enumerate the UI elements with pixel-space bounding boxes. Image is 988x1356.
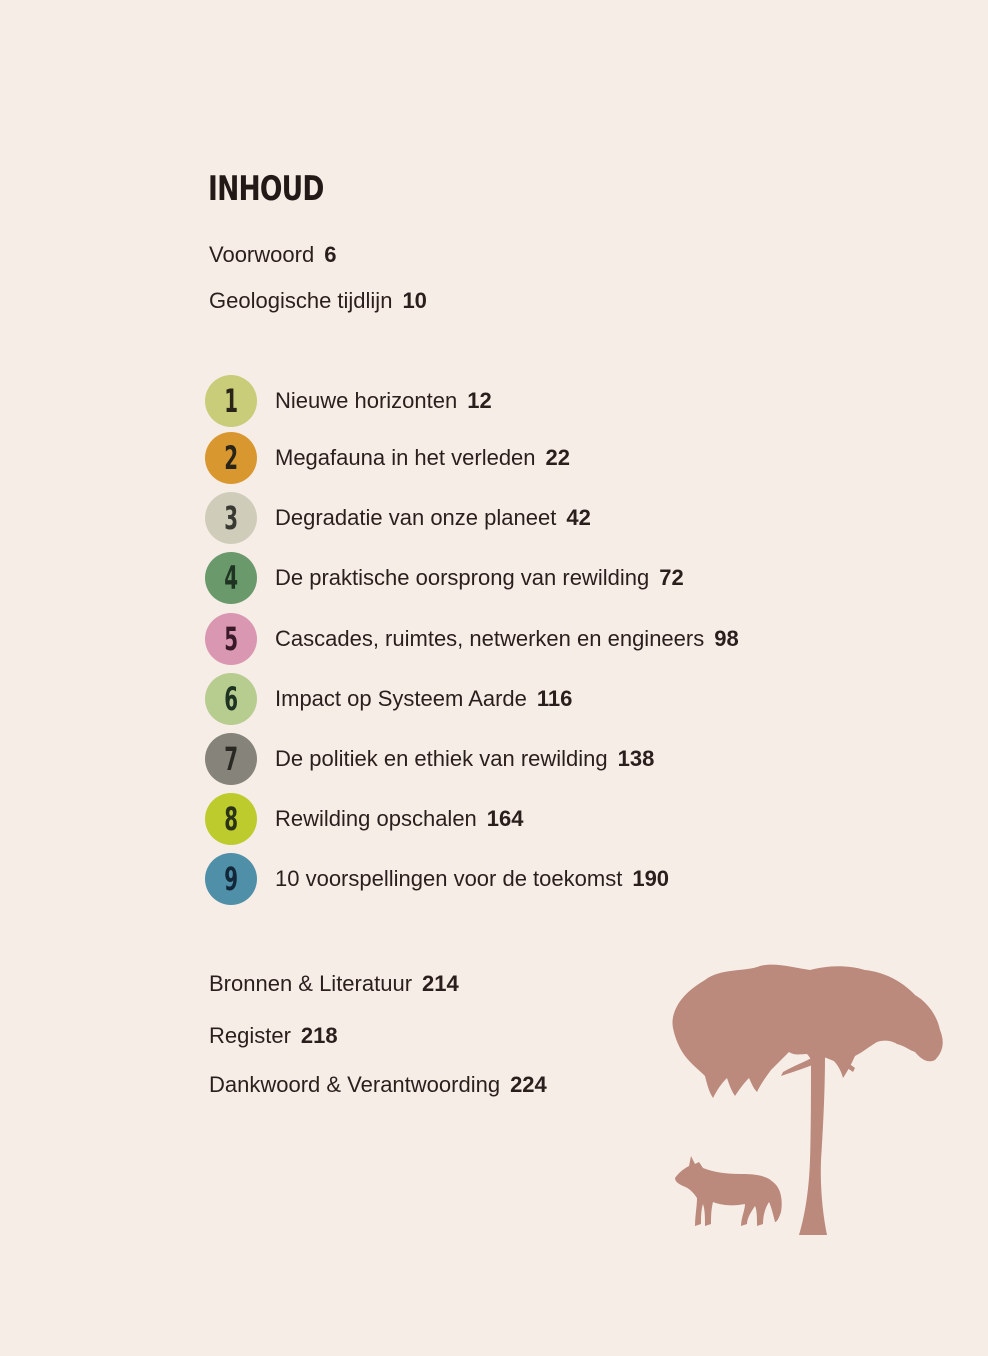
chapter-number-badge [205, 492, 257, 544]
chapter-number: 4 [224, 559, 238, 597]
tree-and-fox-silhouette-icon [665, 960, 955, 1245]
chapter-number-badge [205, 552, 257, 604]
toc-chapter-6[interactable] [205, 673, 572, 725]
chapter-title: Nieuwe horizonten [275, 388, 458, 413]
toc-chapter-2[interactable] [205, 432, 570, 484]
chapter-title: 10 voorspellingen voor de toekomst [275, 866, 623, 891]
chapter-number: 8 [224, 800, 238, 838]
toc-entry-geologische-tijdlijn[interactable] [209, 290, 427, 312]
chapter-title: Degradatie van onze planeet [275, 505, 557, 530]
entry-page-number: 214 [422, 971, 459, 996]
chapter-number: 2 [224, 439, 238, 477]
chapter-number-badge [205, 793, 257, 845]
chapter-page-number: 22 [545, 445, 571, 470]
chapter-page-number: 98 [714, 626, 739, 651]
chapter-number: 3 [224, 499, 238, 537]
toc-chapter-8[interactable] [205, 793, 524, 845]
toc-entry-bronnen-literatuur[interactable] [209, 973, 459, 995]
chapter-title: Megafauna in het verleden [275, 445, 536, 470]
toc-entry-voorwoord[interactable] [209, 244, 336, 266]
entry-page-number: 10 [402, 288, 427, 313]
chapter-number: 9 [224, 860, 238, 898]
chapter-number-badge [205, 673, 257, 725]
entry-label: Geologische tijdlijn [209, 288, 393, 313]
entry-label: Register [209, 1023, 291, 1048]
chapter-number-badge [205, 375, 257, 427]
entry-page-number: 224 [510, 1072, 547, 1097]
chapter-page-number: 12 [467, 388, 492, 413]
chapter-title: De praktische oorsprong van rewilding [275, 565, 650, 590]
chapter-number: 5 [224, 620, 238, 658]
entry-page-number: 218 [300, 1023, 338, 1048]
entry-label: Voorwoord [209, 242, 315, 267]
entry-page-number: 6 [324, 242, 337, 267]
chapter-number-badge [205, 613, 257, 665]
chapter-page-number: 190 [632, 866, 670, 891]
chapter-page-number: 42 [566, 505, 591, 530]
toc-chapter-3[interactable] [205, 492, 591, 544]
chapter-number-badge [205, 733, 257, 785]
toc-chapter-9[interactable] [205, 853, 669, 905]
chapter-number: 7 [224, 740, 238, 778]
entry-label: Bronnen & Literatuur [209, 971, 413, 996]
entry-label: Dankwoord & Verantwoording [209, 1072, 501, 1097]
chapter-title: Impact op Systeem Aarde [275, 686, 527, 711]
toc-entry-dankwoord[interactable] [209, 1074, 547, 1096]
toc-entry-register[interactable] [209, 1025, 338, 1047]
chapter-number-badge [205, 853, 257, 905]
chapter-number: 6 [224, 680, 238, 718]
page-title: INHOUD [208, 169, 324, 209]
toc-chapter-5[interactable] [205, 613, 739, 665]
tree-and-fox-illustration [665, 960, 955, 1245]
toc-chapter-7[interactable] [205, 733, 654, 785]
chapter-page-number: 138 [617, 746, 655, 771]
chapter-title: De politiek en ethiek van rewilding [275, 746, 608, 771]
chapter-title: Cascades, ruimtes, netwerken en engineers [275, 626, 705, 651]
chapter-title: Rewilding opschalen [275, 806, 477, 831]
chapter-page-number: 164 [486, 806, 524, 831]
chapter-number: 1 [224, 382, 238, 420]
chapter-page-number: 116 [536, 686, 573, 711]
chapter-page-number: 72 [659, 565, 684, 590]
toc-chapter-1[interactable] [205, 375, 492, 427]
chapter-number-badge [205, 432, 257, 484]
toc-chapter-4[interactable] [205, 552, 684, 604]
